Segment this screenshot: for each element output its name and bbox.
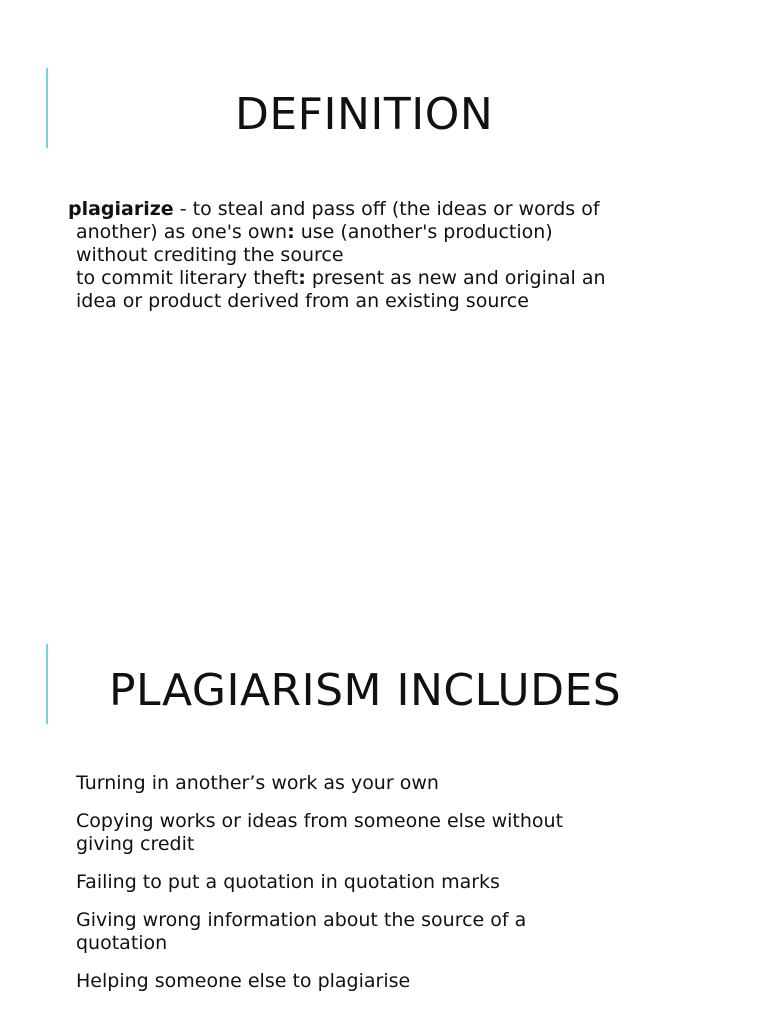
list-item bbox=[76, 772, 716, 795]
definition-segment: to commit literary theft bbox=[76, 267, 299, 289]
definition-term: plagiarize bbox=[68, 198, 174, 220]
definition-line bbox=[68, 221, 728, 244]
list-item-text: Helping someone else to plagiarise bbox=[76, 970, 411, 992]
definition-line bbox=[68, 244, 728, 267]
definition-text bbox=[68, 198, 728, 313]
list-item-text: Turning in another’s work as your own bbox=[76, 772, 439, 794]
definition-line bbox=[68, 198, 728, 221]
definition-segment: - to steal and pass off (the ideas or words of bbox=[173, 198, 600, 220]
definition-colon: : bbox=[287, 221, 295, 243]
list-item-text: Copying works or ideas from someone else without bbox=[76, 810, 564, 832]
list-item bbox=[76, 970, 716, 993]
definition-segment: idea or product derived from an existing source bbox=[76, 290, 529, 312]
list-item bbox=[76, 810, 716, 856]
definition-segment: use (another's production) bbox=[294, 221, 553, 243]
definition-segment: another) as one's own bbox=[76, 221, 288, 243]
plagiarism-list bbox=[76, 772, 716, 1008]
list-item-text-continued: giving credit bbox=[76, 833, 195, 855]
definition-line bbox=[68, 267, 728, 290]
plagiarism-includes-title: PLAGIARISM INCLUDES bbox=[109, 665, 622, 716]
definition-colon: : bbox=[298, 267, 306, 289]
title-accent-bar bbox=[46, 644, 48, 724]
title-accent-bar bbox=[46, 68, 48, 148]
list-item-text-continued: quotation bbox=[76, 932, 168, 954]
list-item-text: Failing to put a quotation in quotation marks bbox=[76, 871, 500, 893]
definition-segment: present as new and original an bbox=[305, 267, 606, 289]
definition-segment: without crediting the source bbox=[76, 244, 344, 266]
definition-line bbox=[68, 290, 728, 313]
list-item bbox=[76, 909, 716, 955]
definition-title: DEFINITION bbox=[235, 89, 494, 140]
list-item bbox=[76, 871, 716, 894]
list-item-text: Giving wrong information about the source of a bbox=[76, 909, 527, 931]
